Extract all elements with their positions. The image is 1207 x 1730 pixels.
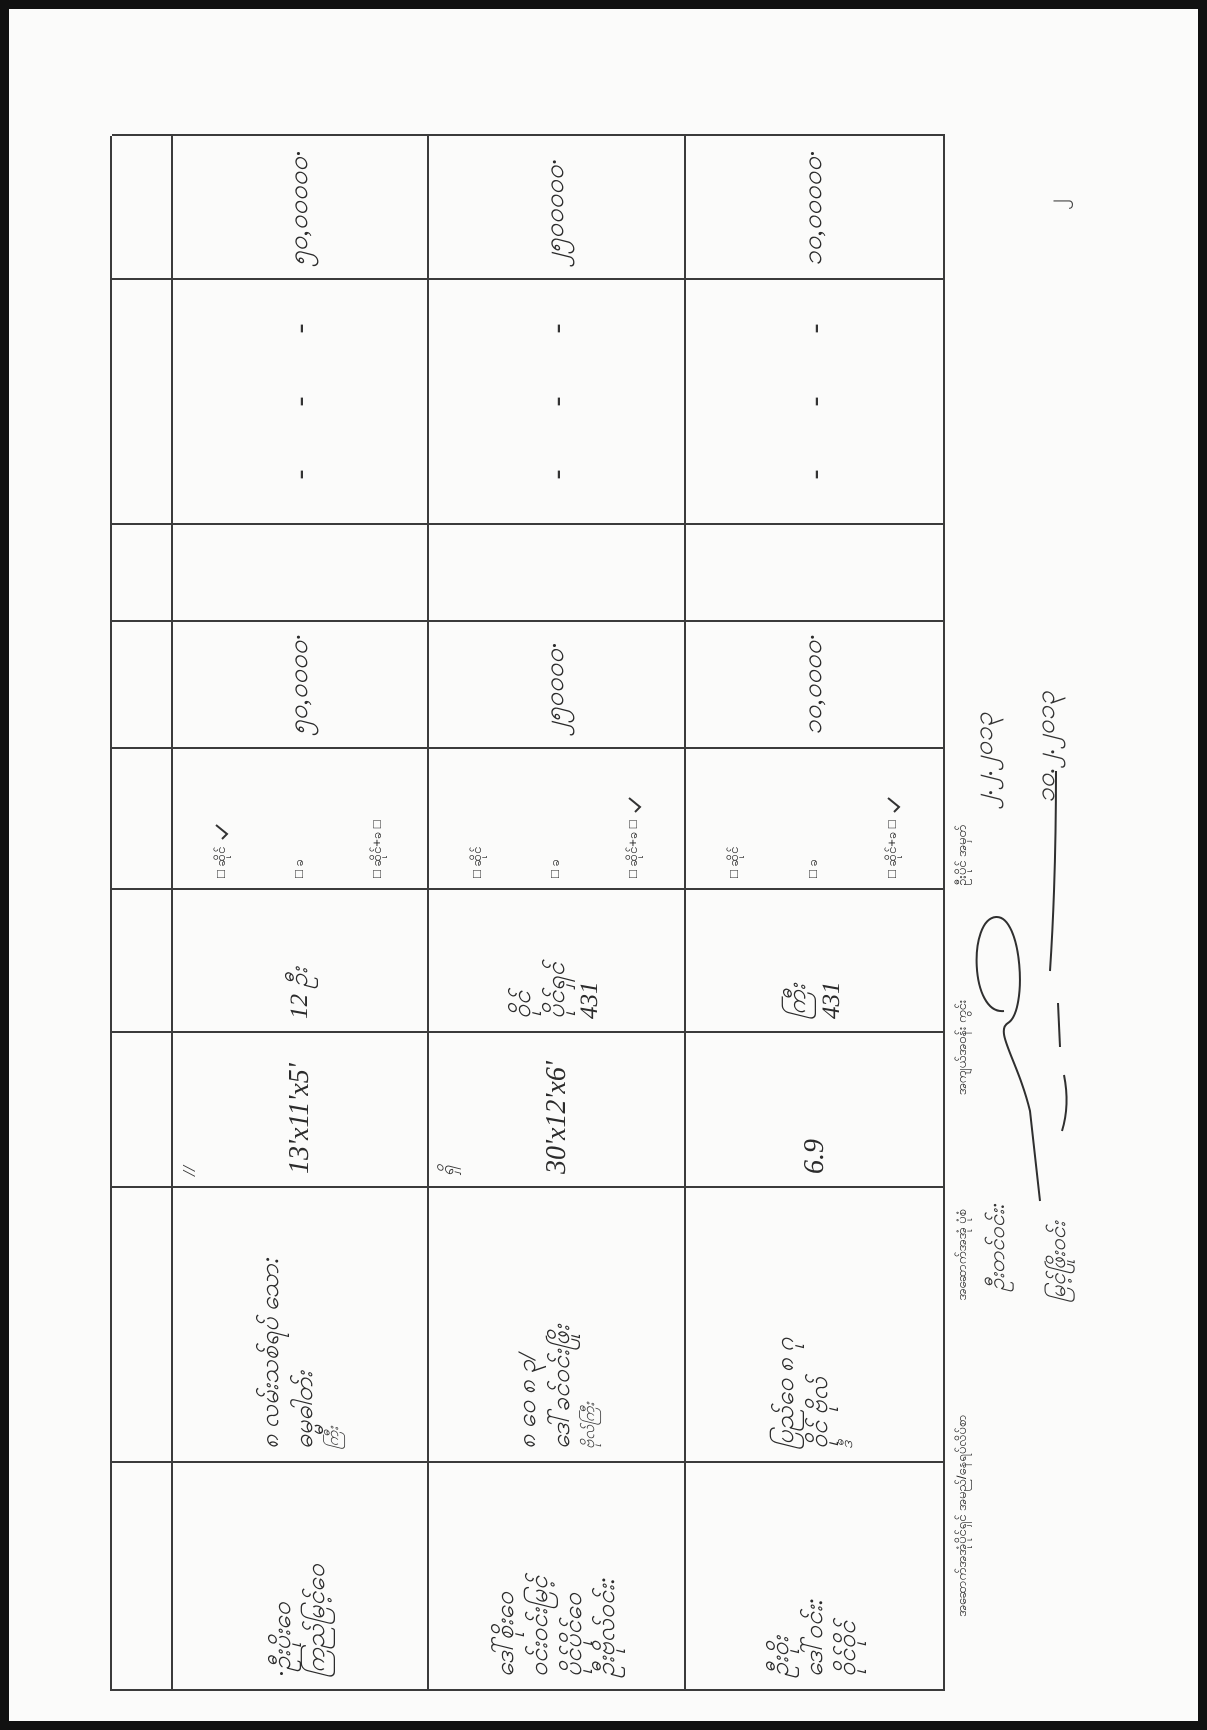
dimensions-cell bbox=[429, 1031, 686, 1186]
address-line: ဓမ္မဓါတ်း bbox=[291, 1371, 318, 1449]
dash-mark: - bbox=[797, 323, 831, 334]
owner-name-line: ပိုင်ပိုင်ဝေ bbox=[559, 1593, 587, 1677]
dash-mark: - bbox=[797, 469, 831, 480]
address-line: ဝိုင် ဗိုလ် bbox=[805, 1377, 833, 1449]
plot-cell bbox=[686, 888, 945, 1031]
dash-mark: - bbox=[283, 469, 316, 480]
page-number: ၂ bbox=[1042, 199, 1068, 210]
address-line: ဒေါ်ခင်ဝင်းဖြိုး bbox=[547, 1325, 575, 1449]
blank-cell bbox=[686, 523, 945, 620]
plot-line: 431 bbox=[576, 981, 604, 1019]
check-mark-icon bbox=[886, 796, 902, 814]
date-line: ၁၀.၂.၂၀၁၃ bbox=[1031, 691, 1060, 803]
usage-label: □ ဆိုင် bbox=[726, 846, 741, 878]
plot-line: ဝိုင် bbox=[508, 991, 536, 1019]
usage-option bbox=[469, 759, 488, 878]
caption: အကျယ်အဝန်း ကွင်း bbox=[954, 999, 969, 1096]
usage-cell bbox=[686, 747, 945, 888]
usage-option bbox=[547, 759, 566, 878]
plot-line: ကြီး bbox=[783, 983, 811, 1019]
dimensions-value: 6.9 bbox=[798, 1139, 830, 1174]
owner-name-line: ဝင်းဝင်းမြင့် bbox=[525, 1576, 553, 1677]
assessment-table bbox=[110, 136, 945, 1691]
value-2: ၁၀,၀၀၀၀၀· bbox=[798, 150, 827, 266]
dash-mark: - bbox=[283, 396, 316, 407]
value-2: ၅၀,၀၀၀၀၀· bbox=[283, 150, 313, 266]
usage-option bbox=[625, 759, 644, 878]
header-cell bbox=[112, 620, 173, 747]
dimensions-value: 30'x12'x6' bbox=[540, 1061, 572, 1174]
plot-cell bbox=[173, 888, 429, 1031]
value-1: ၂၅၀၀၀၀· bbox=[540, 642, 569, 735]
dash-mark: - bbox=[797, 396, 831, 407]
usage-option bbox=[726, 759, 745, 878]
value-1-cell bbox=[173, 620, 429, 747]
address-line: ၈ လမ်းသစ်ရပ် သော: bbox=[257, 1255, 285, 1449]
address-note: ကြီး bbox=[324, 1426, 342, 1449]
usage-option bbox=[884, 759, 903, 878]
usage-label: □ ဆိုင် bbox=[212, 846, 228, 878]
address-cell bbox=[173, 1186, 429, 1461]
signatory-name: ဦးတင်ဝင်း: bbox=[984, 1202, 1009, 1291]
usage-option bbox=[369, 759, 388, 878]
value-1: ၅၀,၀၀၀၀· bbox=[283, 634, 313, 735]
header-cell bbox=[112, 1031, 173, 1186]
usage-label: □ ဆိုင် bbox=[468, 846, 484, 878]
usage-label: □ ခ bbox=[805, 859, 820, 878]
usage-cell bbox=[429, 747, 686, 888]
value-2-cell bbox=[429, 134, 686, 278]
address-note: ဒီ bbox=[839, 1440, 857, 1449]
owner-name-line: ဦးဝိုး bbox=[766, 1636, 794, 1677]
dash-mark: - bbox=[539, 469, 573, 480]
value-1-cell bbox=[429, 620, 686, 747]
blank-cell bbox=[429, 523, 686, 620]
usage-label: □ ဆိုင်+ခ □ bbox=[884, 820, 899, 878]
dashes-cell bbox=[429, 278, 686, 523]
blank-cell bbox=[173, 523, 429, 620]
value-1-cell bbox=[686, 620, 945, 747]
value-2: ၂၅၀၀၀၀၀· bbox=[540, 158, 569, 266]
dimension-note: // bbox=[179, 1165, 199, 1176]
usage-option bbox=[291, 759, 310, 878]
plot-cell bbox=[429, 888, 686, 1031]
signatory-title: မြင့်ဖြိုးဝင်း bbox=[1045, 1221, 1070, 1302]
owner-name-line: ဝိုင်ဝိုင် bbox=[834, 1621, 862, 1677]
usage-label: □ ခ bbox=[546, 859, 562, 878]
dimensions-value: 13'x11'x5' bbox=[284, 1063, 315, 1174]
value-2-cell bbox=[173, 134, 429, 278]
check-mark-icon bbox=[627, 796, 643, 814]
plot-line: 431 bbox=[817, 981, 845, 1019]
caption: အဆောက်အအုံ ပုံစံ bbox=[954, 1209, 969, 1301]
header-cell bbox=[112, 523, 173, 620]
header-cell bbox=[112, 1186, 173, 1461]
usage-option bbox=[805, 759, 824, 878]
address-note: ဗိုလ်ကြီး bbox=[581, 1402, 599, 1449]
owner-name-line: ဦးဗိုလ်ဝင်း: bbox=[593, 1576, 621, 1677]
dimensions-cell bbox=[686, 1031, 945, 1186]
usage-label: □ ဆိုင်+ခ □ bbox=[625, 820, 641, 878]
owner-name-line: ဒေါ်စိုးဝေ bbox=[492, 1592, 519, 1677]
owner-name-line: ·ဦးပိုးဝေ bbox=[269, 1602, 297, 1677]
rotated-sheet bbox=[110, 136, 1070, 1691]
usage-label: □ ဆိုင်+ခ □ bbox=[368, 820, 384, 878]
value-1: ၁၀,၀၀၀၀· bbox=[798, 634, 827, 735]
address-line: ပြည်ဝေ ၈ ဂု bbox=[771, 1337, 799, 1449]
header-cell bbox=[112, 134, 173, 278]
header-cell bbox=[112, 888, 173, 1031]
caption: ဦးပိုင် အမှတ် bbox=[954, 825, 969, 886]
dimension-note: ရှိ bbox=[437, 1165, 457, 1176]
address-line: ၈ ဝေ ၈ ၃/ bbox=[513, 1353, 541, 1449]
owner-name-line: ဒေါ်ဝင်း: bbox=[800, 1597, 828, 1677]
value-2-cell bbox=[686, 134, 945, 278]
usage-option bbox=[213, 759, 232, 878]
owner-name-line: ကြည်မြင့်ဝေ bbox=[303, 1564, 330, 1677]
header-cell bbox=[112, 278, 173, 523]
date-line: ၂.၂.၂၀၁၃ bbox=[969, 712, 998, 808]
owner-name-cell bbox=[173, 1461, 429, 1689]
header-cell bbox=[112, 747, 173, 888]
usage-cell bbox=[173, 747, 429, 888]
address-cell bbox=[429, 1186, 686, 1461]
dimensions-cell bbox=[173, 1031, 429, 1186]
dash-mark: - bbox=[539, 323, 573, 334]
plot-line: ပိုင်ရှင် bbox=[542, 962, 570, 1019]
owner-name-cell bbox=[686, 1461, 945, 1689]
dash-mark: - bbox=[539, 396, 573, 407]
caption: အဆောက်အအုံပိုင်ရှင် အမည်/နေရပ်လိပ်စာ bbox=[954, 1414, 969, 1617]
dashes-cell bbox=[173, 278, 429, 523]
check-mark-icon bbox=[214, 823, 230, 841]
address-cell bbox=[686, 1186, 945, 1461]
usage-label: □ ခ bbox=[290, 859, 306, 878]
plot-line: 12 ဦး bbox=[286, 967, 314, 1019]
header-cell bbox=[112, 1461, 173, 1689]
dash-mark: - bbox=[283, 323, 316, 334]
dashes-cell bbox=[686, 278, 945, 523]
owner-name-cell bbox=[429, 1461, 686, 1689]
